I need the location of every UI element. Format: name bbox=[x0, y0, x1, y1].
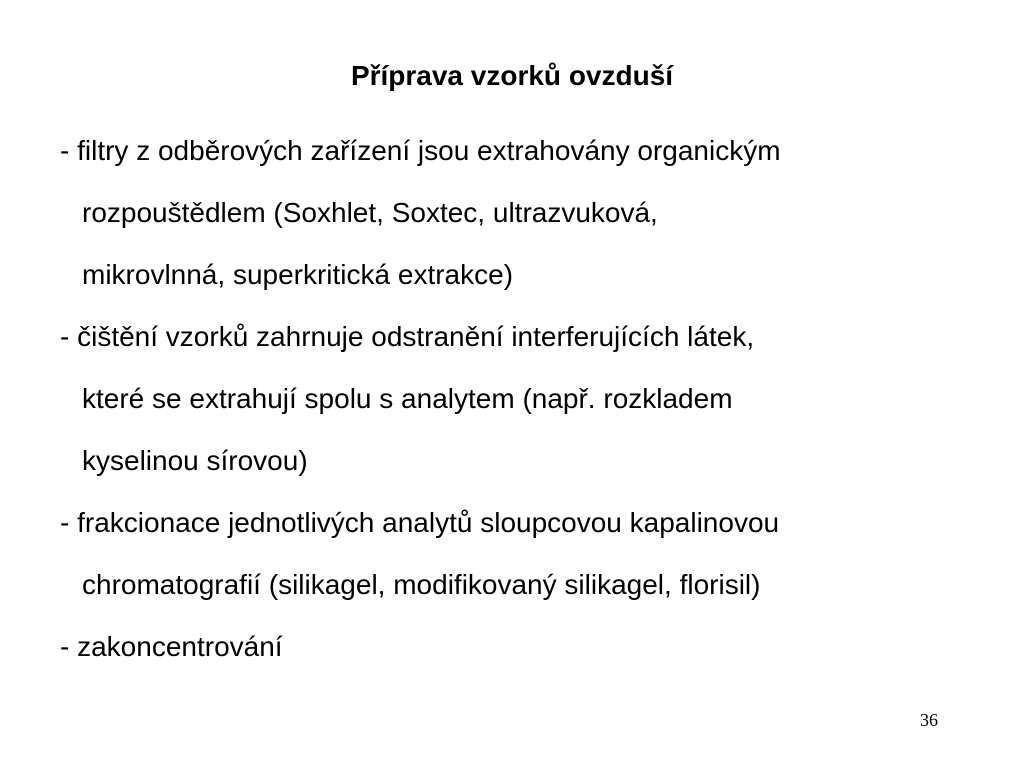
bullet-line-continuation: rozpouštědlem (Soxhlet, Soxtec, ultrazvuková, bbox=[82, 197, 658, 228]
bullet-line-continuation: kyselinou sírovou) bbox=[82, 445, 308, 476]
bullet-item-filters bbox=[60, 120, 980, 306]
slide-body bbox=[60, 120, 980, 678]
bullet-item-cleanup bbox=[60, 306, 980, 492]
bullet-line: - filtry z odběrových zařízení jsou extrahovány organickým bbox=[60, 135, 781, 166]
bullet-line: - čištění vzorků zahrnuje odstranění interferujících látek, bbox=[60, 321, 755, 352]
bullet-line-continuation: chromatografií (silikagel, modifikovaný silikagel, florisil) bbox=[82, 569, 761, 600]
page-number: 36 bbox=[920, 710, 938, 730]
bullet-item-concentration bbox=[60, 616, 980, 678]
bullet-line-continuation: mikrovlnná, superkritická extrakce) bbox=[82, 259, 514, 290]
slide-title: Příprava vzorků ovzduší bbox=[350, 60, 674, 91]
bullet-line: - frakcionace jednotlivých analytů sloupcovou kapalinovou bbox=[60, 507, 780, 538]
bullet-item-fractionation bbox=[60, 492, 980, 616]
bullet-line: - zakoncentrování bbox=[60, 631, 283, 662]
bullet-line-continuation: které se extrahují spolu s analytem (např. rozkladem bbox=[82, 383, 733, 414]
